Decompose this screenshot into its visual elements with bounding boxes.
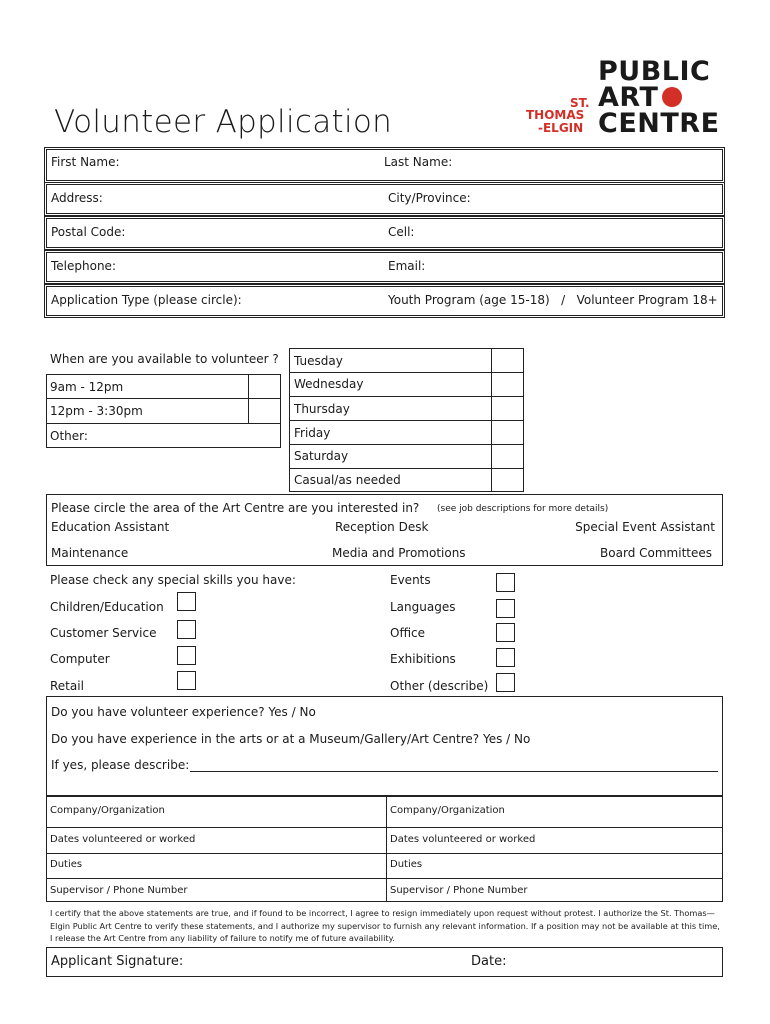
skill-retail-checkbox[interactable] <box>177 671 196 690</box>
postal-row <box>46 218 723 248</box>
interest-note: (see job descriptions for more details) <box>437 504 609 514</box>
first-name-label[interactable]: First Name: <box>51 155 120 169</box>
skill-computer-checkbox[interactable] <box>177 646 196 665</box>
time-slots-table <box>46 374 281 448</box>
skill-exhibitions: Exhibitions <box>390 652 456 666</box>
application-type-options[interactable]: Youth Program (age 15-18) / Volunteer Program 18+ <box>388 293 718 307</box>
skill-other-checkbox[interactable] <box>496 673 515 692</box>
area-education-assistant[interactable]: Education Assistant <box>51 520 170 534</box>
history-right-duties[interactable]: Duties <box>390 859 423 870</box>
day-friday: Friday <box>294 426 331 440</box>
availability-question: When are you available to volunteer ? <box>50 352 279 366</box>
logo-thomas-text: THOMAS <box>526 108 585 122</box>
logo-centre-text: CENTRE <box>598 108 720 139</box>
area-reception-desk[interactable]: Reception Desk <box>335 520 429 534</box>
day-casual: Casual/as needed <box>294 473 401 487</box>
skill-office: Office <box>390 626 426 640</box>
name-row <box>46 149 723 181</box>
skill-customer-service-checkbox[interactable] <box>177 620 196 639</box>
telephone-row <box>46 252 723 282</box>
logo <box>522 56 722 140</box>
volunteer-experience-question[interactable]: Do you have volunteer experience? Yes / No <box>51 705 316 719</box>
time-slot-morning-checkbox[interactable] <box>249 375 281 398</box>
time-slot-afternoon-checkbox[interactable] <box>249 399 281 423</box>
describe-input-line[interactable] <box>190 771 718 772</box>
skill-exhibitions-checkbox[interactable] <box>496 648 515 667</box>
skill-retail: Retail <box>50 679 84 693</box>
logo-circle-icon <box>662 87 682 107</box>
area-media-promotions[interactable]: Media and Promotions <box>332 546 466 560</box>
logo-public-text: PUBLIC <box>598 56 711 87</box>
address-row <box>46 184 723 214</box>
logo-elgin-text: -ELGIN <box>538 121 584 135</box>
history-right-company[interactable]: Company/Organization <box>390 805 505 816</box>
email-label[interactable]: Email: <box>388 259 426 273</box>
history-left-dates[interactable]: Dates volunteered or worked <box>50 834 196 845</box>
signature-label[interactable]: Applicant Signature: <box>51 954 184 969</box>
day-thursday: Thursday <box>294 402 350 416</box>
history-right-dates[interactable]: Dates volunteered or worked <box>390 834 536 845</box>
skill-office-checkbox[interactable] <box>496 623 515 642</box>
logo-art-text: ART <box>598 82 659 113</box>
day-wednesday: Wednesday <box>294 377 364 391</box>
last-name-label[interactable]: Last Name: <box>384 155 453 169</box>
time-slot-other: Other: <box>50 429 88 443</box>
describe-label: If yes, please describe: <box>51 758 190 772</box>
application-type-label: Application Type (please circle): <box>51 293 242 307</box>
day-saturday: Saturday <box>294 449 349 463</box>
skill-customer-service: Customer Service <box>50 626 157 640</box>
area-special-event-assistant[interactable]: Special Event Assistant <box>575 520 715 534</box>
history-left-supervisor[interactable]: Supervisor / Phone Number <box>50 885 188 896</box>
days-table <box>289 348 524 492</box>
experience-section <box>46 696 723 796</box>
area-board-committees[interactable]: Board Committees <box>600 546 712 560</box>
skill-children-education-checkbox[interactable] <box>177 592 196 611</box>
skills-question: Please check any special skills you have: <box>50 573 296 587</box>
history-right-supervisor[interactable]: Supervisor / Phone Number <box>390 885 528 896</box>
interest-section <box>46 494 723 566</box>
history-left-company[interactable]: Company/Organization <box>50 805 165 816</box>
skill-events: Events <box>390 573 431 587</box>
arts-experience-question[interactable]: Do you have experience in the arts or at a Museum/Gallery/Art Centre? Yes / No <box>51 732 531 746</box>
day-tuesday: Tuesday <box>294 354 343 368</box>
application-type-row <box>46 286 723 316</box>
history-table <box>46 796 723 902</box>
skill-computer: Computer <box>50 652 110 666</box>
skill-languages-checkbox[interactable] <box>496 599 515 618</box>
cell-label[interactable]: Cell: <box>388 225 415 239</box>
logo-st-text: ST. <box>570 96 590 110</box>
date-label[interactable]: Date: <box>471 954 507 969</box>
skill-events-checkbox[interactable] <box>496 573 515 592</box>
page-title: Volunteer Application <box>54 104 393 140</box>
address-label[interactable]: Address: <box>51 191 103 205</box>
certification-text: I certify that the above statements are true, and if found to be incorrect, I agree to resign immediately upon request without protest. I authorize the St. Thomas—Elgin Public Art Centre to verify these statements, and I authorize my supervisor to furnish any relevant information. If a position may not be available at this time, I release the Art Centre from any liability of failure to notify me of future availability. <box>50 908 720 943</box>
signature-row <box>46 947 723 977</box>
skill-children-education: Children/Education <box>50 600 164 614</box>
history-left-duties[interactable]: Duties <box>50 859 83 870</box>
postal-label[interactable]: Postal Code: <box>51 225 126 239</box>
skill-languages: Languages <box>390 600 456 614</box>
telephone-label[interactable]: Telephone: <box>51 259 116 273</box>
time-slot-afternoon: 12pm - 3:30pm <box>50 404 143 418</box>
city-label[interactable]: City/Province: <box>388 191 471 205</box>
interest-question: Please circle the area of the Art Centre are you interested in? <box>51 501 420 515</box>
time-slot-morning: 9am - 12pm <box>50 380 124 394</box>
area-maintenance[interactable]: Maintenance <box>51 546 129 560</box>
skill-other: Other (describe) <box>390 679 489 693</box>
